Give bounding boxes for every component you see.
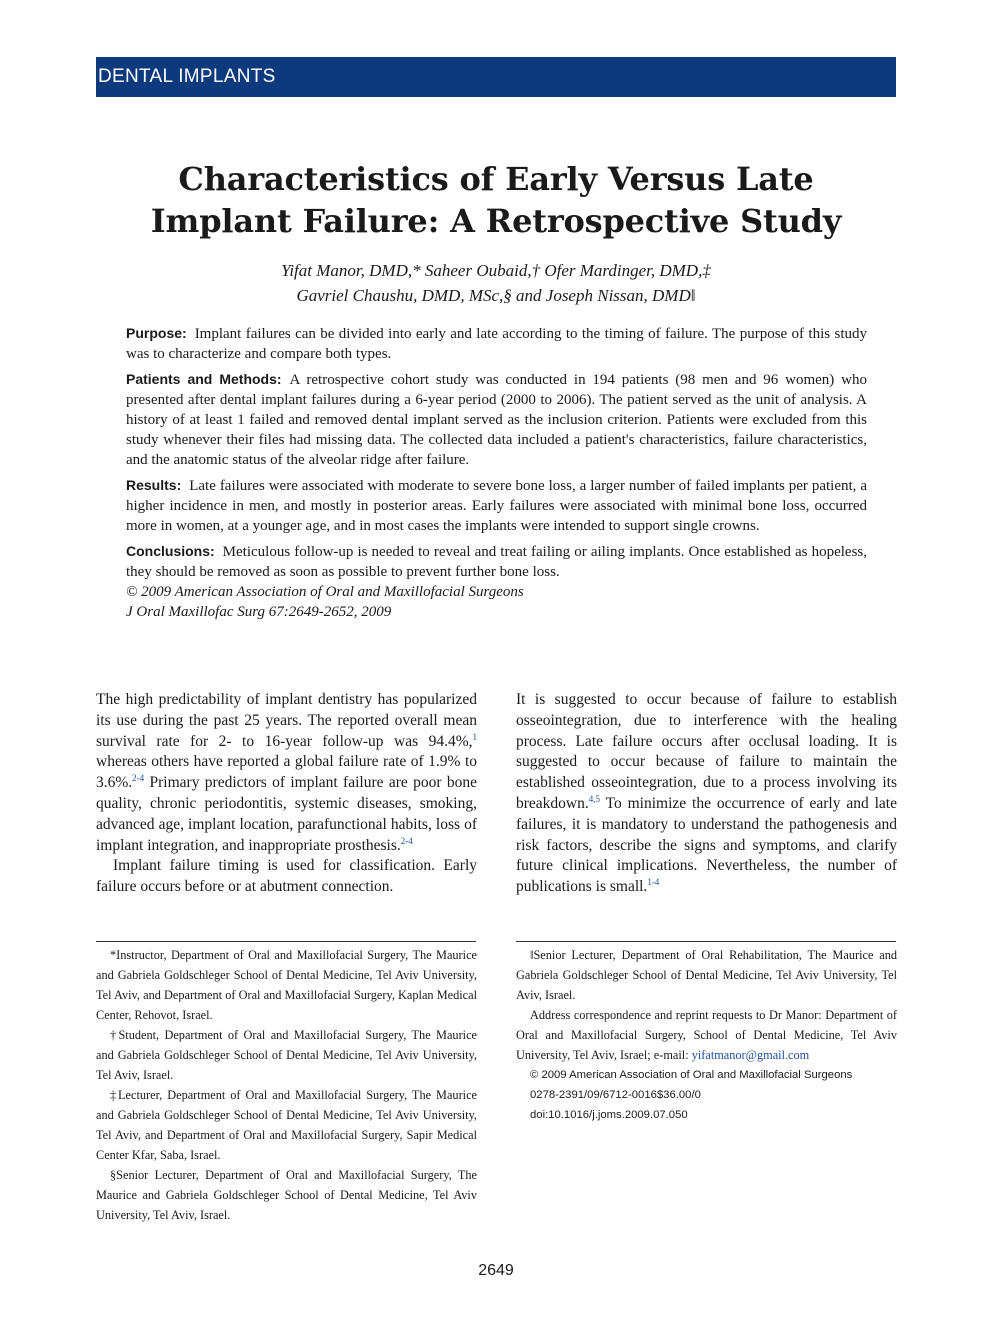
results-text: Late failures were associated with moderate to severe bone loss, a larger number of failed implants per patient, a higher incidence in men, and mostly in posterior areas. Early failures were associated with minimal bone loss, occurred more in women, at a younger age, and in most cases the implants were intended to support single crowns. (126, 478, 867, 534)
reference-link[interactable]: 2-4 (132, 773, 145, 784)
body-text: Primary predictors of implant failure are poor bone quality, chronic periodontitis, systemic diseases, smoking, advanced age, implant location, parafunctional habits, loss of implant integration, and inappropriate prosthesis. (96, 774, 477, 854)
abstract (126, 323, 867, 622)
footnote-affiliation: §Senior Lecturer, Department of Oral and Maxillofacial Surgery, The Maurice and Gabriela Goldschleger School of Dental Medicine, Tel Aviv University, Tel Aviv, Israel. (96, 1168, 477, 1222)
body-paragraph (96, 690, 477, 856)
abstract-copyright: © 2009 American Association of Oral and Maxillofacial Surgeons (126, 584, 524, 600)
abstract-methods (126, 369, 867, 470)
title-line-1: Characteristics of Early Versus Late (178, 160, 814, 198)
footnote-copyright: © 2009 American Association of Oral and Maxillofacial Surgeons (530, 1069, 853, 1081)
footnote-affiliation: †Student, Department of Oral and Maxillofacial Surgery, The Maurice and Gabriela Goldschleger School of Dental Medicine, Tel Aviv University, Tel Aviv, Israel. (96, 1028, 477, 1082)
footnote-correspondence (516, 1005, 897, 1065)
reference-link[interactable]: 4,5 (588, 793, 600, 804)
footnote-divider (516, 941, 896, 942)
authors-line-2: Gavriel Chaushu, DMD, MSc,§ and Joseph Nissan, DMD‖ (296, 286, 696, 305)
abstract-citation: J Oral Maxillofac Surg 67:2649-2652, 2009 (126, 604, 392, 620)
title-line-2: Implant Failure: A Retrospective Study (150, 202, 842, 240)
footnotes-left (96, 945, 477, 1225)
body-text: To minimize the occurrence of early and late failures, it is mandatory to understand the pathogenesis and risk factors, describe the signs and symptoms, and clarify future clinical implications. Nevertheless, the number of publications is small. (516, 794, 897, 896)
article-title (96, 158, 896, 242)
purpose-text: Implant failures can be divided into early and late according to the timing of failure. The purpose of this study was to characterize and compare both types. (126, 326, 867, 362)
body-column-right (516, 690, 897, 898)
results-label: Results: (126, 477, 182, 493)
conclusions-label: Conclusions: (126, 543, 215, 559)
page-number: 2649 (478, 1262, 514, 1279)
methods-label: Patients and Methods: (126, 371, 282, 387)
section-banner-label: DENTAL IMPLANTS (98, 66, 276, 87)
section-banner (96, 57, 896, 97)
body-paragraph: Implant failure timing is used for classification. Early failure occurs before or at abutment connection. (96, 857, 477, 896)
abstract-purpose (126, 323, 867, 364)
footnote-affiliation: ‖Senior Lecturer, Department of Oral Rehabilitation, The Maurice and Gabriela Goldschleger School of Dental Medicine, Tel Aviv University, Tel Aviv, Israel. (516, 948, 897, 1002)
footnote-doi: doi:10.1016/j.joms.2009.07.050 (530, 1109, 688, 1121)
body-text: whereas others have reported a global failure rate of 1.9% to 3.6%. (96, 753, 477, 792)
footnote-affiliation: *Instructor, Department of Oral and Maxillofacial Surgery, The Maurice and Gabriela Goldschleger School of Dental Medicine, Tel Aviv University, Tel Aviv, and Department of Oral and Maxillofacial Surgery, Kaplan Medical Center, Rehovot, Israel. (96, 948, 477, 1022)
body-text: The high predictability of implant dentistry has popularized its use during the past 25 years. The reported overall mean survival rate for 2- to 16-year follow-up was 94.4%, (96, 691, 477, 750)
author-list (96, 258, 896, 308)
footnote-affiliation: ‡Lecturer, Department of Oral and Maxillofacial Surgery, The Maurice and Gabriela Goldschleger School of Dental Medicine, Tel Aviv University, Tel Aviv, and Department of Oral and Maxillofacial Surgery, Sapir Medical Center Kfar, Saba, Israel. (96, 1088, 477, 1162)
body-column-left (96, 690, 477, 898)
reference-link[interactable]: 2-4 (400, 835, 413, 846)
email-link[interactable]: yifatmanor@gmail.com (691, 1048, 810, 1062)
reference-link[interactable]: 1-4 (647, 877, 660, 888)
correspondence-text: Address correspondence and reprint requests to Dr Manor: Department of Oral and Maxillofacial Surgery, School of Dental Medicine, Tel Aviv University, Tel Aviv, Israel; e-mail: (516, 1008, 897, 1062)
footnote-divider (96, 941, 476, 942)
purpose-label: Purpose: (126, 325, 187, 341)
methods-text: A retrospective cohort study was conducted in 194 patients (98 men and 96 women) who presented after dental implant failures during a 6-year period (2000 to 2006). The patient served as the unit of analysis. A history of at least 1 failed and removed dental implant served as the inclusion criterion. Patients were excluded from this study whenever their files had missing data. The collected data included a patient's characteristics, failure characteristics, and the anatomic status of the alveolar ridge after failure. (126, 372, 867, 468)
body-text: It is suggested to occur because of failure to establish osseointegration, due to interference with the healing process. Late failure occurs after occlusal loading. It is suggested to occur because of failure to maintain the established osseointegration, due to a process involving its breakdown. (516, 691, 897, 812)
reference-link[interactable]: 1 (472, 731, 477, 742)
abstract-results (126, 475, 867, 536)
footnotes-right (516, 945, 897, 1125)
body-paragraph (516, 690, 897, 898)
conclusions-text: Meticulous follow-up is needed to reveal and treat failing or ailing implants. Once established as hopeless, they should be removed as soon as possible to prevent further bone loss. (126, 544, 867, 580)
footnote-issn: 0278-2391/09/6712-0016$36.00/0 (530, 1089, 701, 1101)
abstract-conclusions (126, 541, 867, 582)
authors-line-1: Yifat Manor, DMD,* Saheer Oubaid,† Ofer Mardinger, DMD,‡ (281, 261, 711, 280)
